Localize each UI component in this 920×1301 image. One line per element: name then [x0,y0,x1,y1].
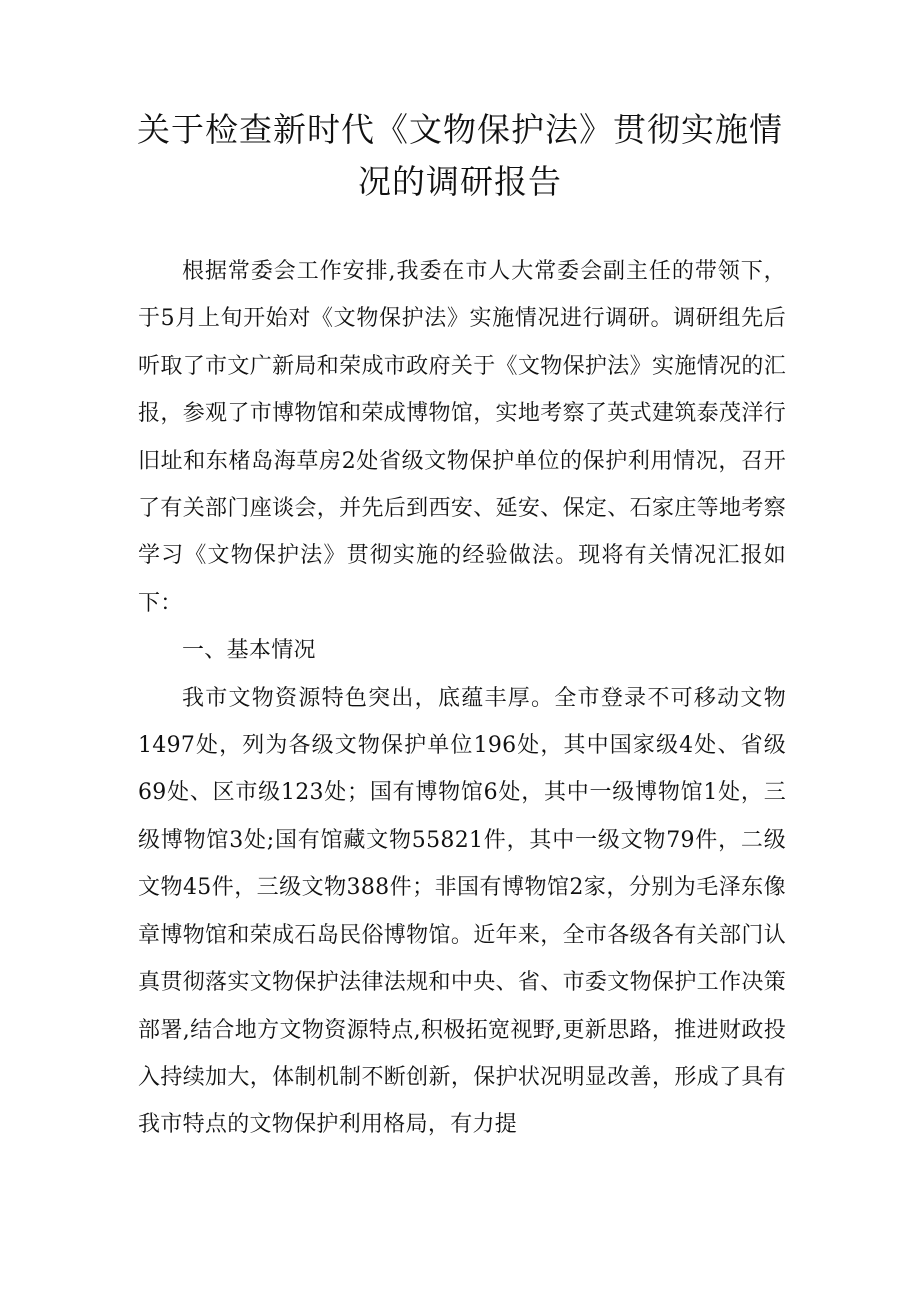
document-body [138,248,786,1149]
document-title [130,104,790,208]
title-line-2: 况的调研报告 [358,162,562,201]
section-heading-basic-situation: 一、基本情况 [182,638,316,664]
title-line-1: 关于检查新时代《文物保护法》贯彻实施情 [137,110,783,149]
intro-paragraph: 根据常委会工作安排,我委在市人大常委会副主任的带领下，于5月上旬开始对《文物保护法》实施情况进行调研。调研组先后听取了市文广新局和荣成市政府关于《文物保护法》实施情况的汇报，参观了市博物馆和荣成博物馆，实地考察了英式建筑泰茂洋行旧址和东楮岛海草房2处省级文物保护单位的保护利用情况，召开了有关部门座谈会，并先后到西安、延安、保定、石家庄等地考察学习《文物保护法》贯彻实施的经验做法。现将有关情况汇报如下： [138,259,786,616]
basic-situation-paragraph: 我市文物资源特色突出，底蕴丰厚。全市登录不可移动文物1497处，列为各级文物保护单位196处，其中国家级4处、省级69处、区市级123处；国有博物馆6处，其中一级博物馆1处，三级博物馆3处;国有馆藏文物55821件，其中一级文物79件，二级文物45件，三级文物388件；非国有博物馆2家，分别为毛泽东像章博物馆和荣成石岛民俗博物馆。近年来，全市各级各有关部门认真贯彻落实文物保护法律法规和中央、省、市委文物保护工作决策部署,结合地方文物资源特点,积极拓宽视野,更新思路，推进财政投入持续加大，体制机制不断创新，保护状况明显改善，形成了具有我市特点的文物保护利用格局，有力提 [138,685,786,1138]
